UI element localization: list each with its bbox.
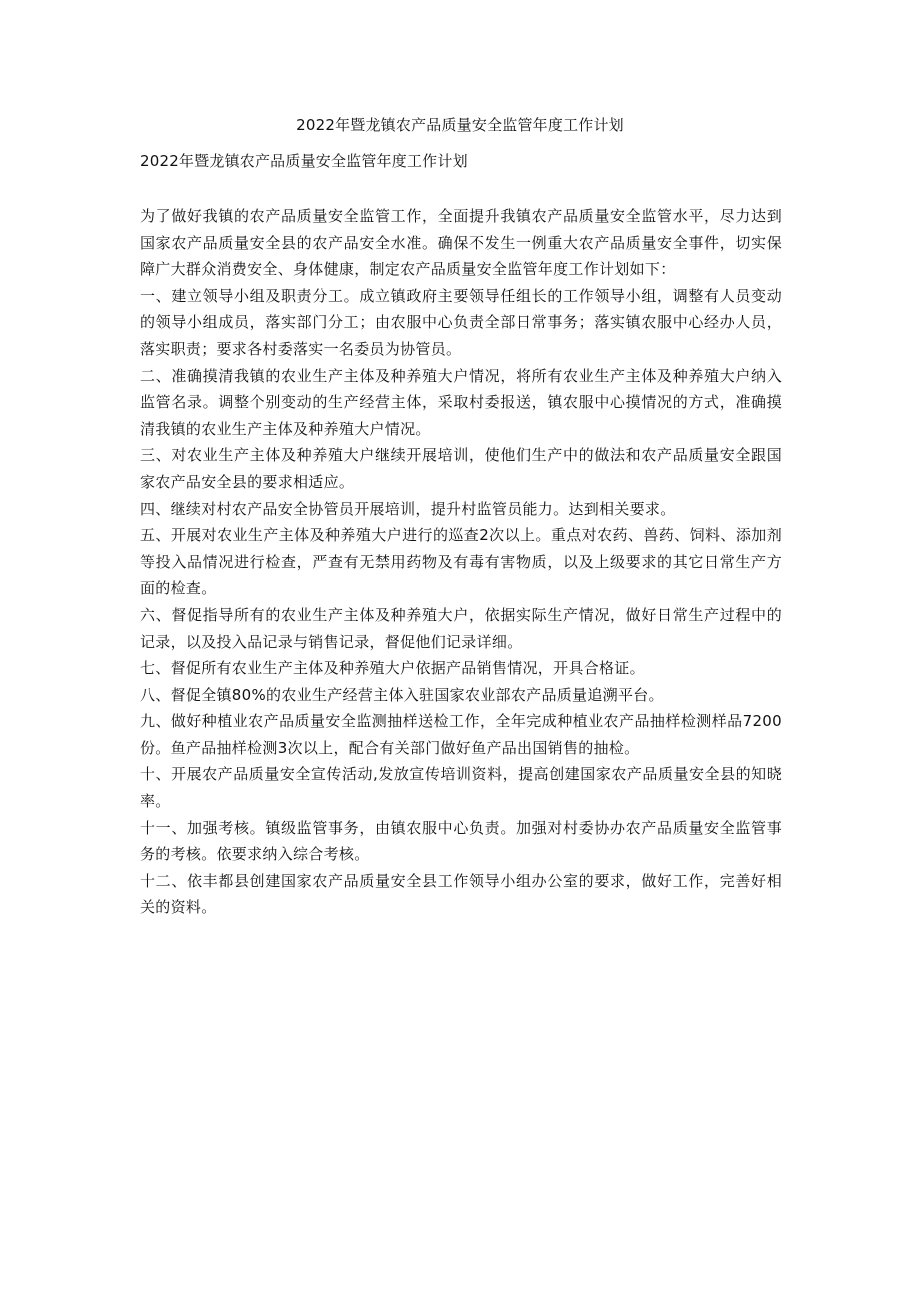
paragraph-intro: 为了做好我镇的农产品质量安全监管工作，全面提升我镇农产品质量安全监管水平，尽力达到国家农产品质量安全县的农产品安全水准。确保不发生一例重大农产品质量安全事件，切实保障广大群众消费安全、身体健康，制定农产品质量安全监管年度工作计划如下： [140,207,782,279]
paragraph-item-6: 六、督促指导所有的农业生产主体及种养殖大户，依据实际生产情况，做好日常生产过程中的记录，以及投入品记录与销售记录，督促他们记录详细。 [140,605,782,651]
paragraph-item-12: 十二、依丰都县创建国家农产品质量安全县工作领导小组办公室的要求，做好工作，完善好相关的资料。 [140,871,782,917]
paragraph-item-4: 四、继续对村农产品安全协管员开展培训，提升村监管员能力。达到相关要求。 [140,499,676,518]
paragraph-item-10: 十、开展农产品质量安全宣传活动,发放宣传培训资料，提高创建国家农产品质量安全县的知晓率。 [140,765,782,811]
paragraph-item-2: 二、准确摸清我镇的农业生产主体及种养殖大户情况，将所有农业生产主体及种养殖大户纳入监管名录。调整个别变动的生产经营主体，采取村委报送，镇农服中心摸情况的方式，准确摸清我镇的农业生产主体及种养殖大户情况。 [140,366,782,438]
paragraph-item-7: 七、督促所有农业生产主体及种养殖大户依据产品销售情况，开具合格证。 [140,659,645,678]
document-title: 2022年暨龙镇农产品质量安全监管年度工作计划 [296,116,624,134]
paragraph-item-8: 八、督促全镇80%的农业生产经营主体入驻国家农业部农产品质量追溯平台。 [140,685,664,704]
paragraph-item-5: 五、开展对农业生产主体及种养殖大户进行的巡查2次以上。重点对农药、兽药、饲料、添加剂等投入品情况进行检查，严查有无禁用药物及有毒有害物质，以及上级要求的其它日常生产方面的检查。 [140,526,782,598]
paragraph-item-3: 三、对农业生产主体及种养殖大户继续开展培训，使他们生产中的做法和农产品质量安全跟国家农产品安全县的要求相适应。 [140,446,782,491]
document-body [140,203,782,921]
paragraph-item-9: 九、做好种植业农产品质量安全监测抽样送检工作，全年完成种植业农产品抽样检测样品7200份。鱼产品抽样检测3次以上，配合有关部门做好鱼产品出国销售的抽检。 [140,712,782,757]
document-subtitle: 2022年暨龙镇农产品质量安全监管年度工作计划 [140,152,468,170]
paragraph-item-1: 一、建立领导小组及职责分工。成立镇政府主要领导任组长的工作领导小组，调整有人员变动的领导小组成员，落实部门分工；由农服中心负责全部日常事务；落实镇农服中心经办人员，落实职责；要求各村委落实一名委员为协管员。 [140,286,782,358]
paragraph-item-11: 十一、加强考核。镇级监管事务，由镇农服中心负责。加强对村委协办农产品质量安全监管事务的考核。依要求纳入综合考核。 [140,818,782,864]
